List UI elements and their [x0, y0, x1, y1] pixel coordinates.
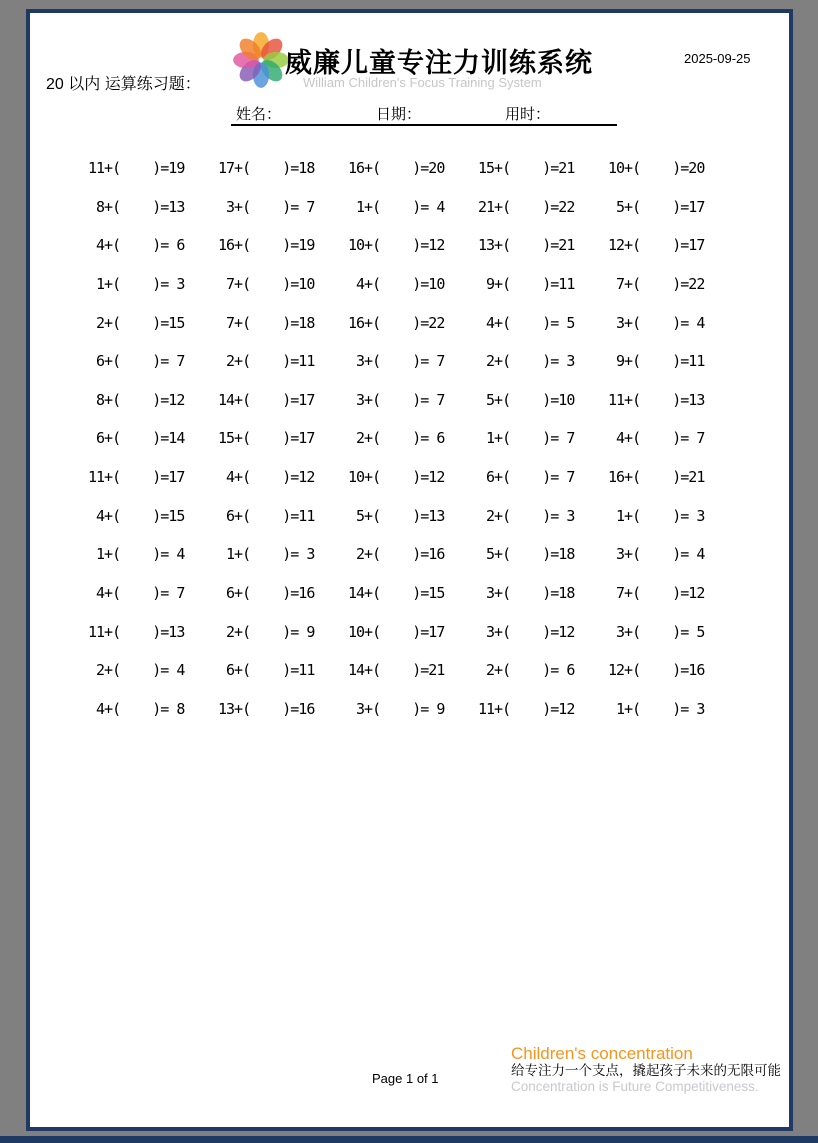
- math-problem: 5+( )=18: [478, 545, 575, 564]
- math-problem: 5+( )=13: [348, 506, 445, 525]
- math-problem: 1+( )= 3: [608, 699, 705, 718]
- math-problem: 11+( )=12: [478, 699, 575, 718]
- math-problem: 6+( )=16: [218, 584, 315, 603]
- math-problem: 21+( )=22: [478, 197, 575, 216]
- math-problem: 2+( )=15: [88, 313, 185, 332]
- math-problem: 7+( )=10: [218, 274, 315, 293]
- math-problem: 7+( )=18: [218, 313, 315, 332]
- math-problem: 5+( )=17: [608, 197, 705, 216]
- worksheet-date: 2025-09-25: [684, 51, 751, 66]
- math-problem: 1+( )= 3: [608, 506, 705, 525]
- app-subtitle: William Children's Focus Training System: [303, 75, 542, 90]
- math-problem: 2+( )= 6: [478, 661, 575, 680]
- math-problem: 1+( )= 4: [348, 197, 445, 216]
- math-problem: 6+( )=11: [218, 661, 315, 680]
- math-problem: 10+( )=12: [348, 236, 445, 255]
- math-problem: 14+( )=15: [348, 584, 445, 603]
- math-problem: 4+( )= 5: [478, 313, 575, 332]
- slogan-chinese: 给专注力一个支点，撬起孩子未来的无限可能: [511, 1063, 781, 1078]
- math-problem: 9+( )=11: [478, 274, 575, 293]
- math-problem: 10+( )=12: [348, 468, 445, 487]
- math-problem: 2+( )=16: [348, 545, 445, 564]
- worksheet-page: [26, 9, 793, 1131]
- math-problem: 15+( )=17: [218, 429, 315, 448]
- math-problem: 6+( )=11: [218, 506, 315, 525]
- worksheet-type-label: 20 以内 运算练习题：: [46, 76, 201, 93]
- math-problem: 14+( )=21: [348, 661, 445, 680]
- math-problem: 16+( )=22: [348, 313, 445, 332]
- math-problem: 17+( )=18: [218, 159, 315, 177]
- math-problem: 6+( )= 7: [478, 468, 575, 487]
- math-problem: 6+( )= 7: [88, 352, 185, 371]
- footer-slogan-block: [511, 1044, 781, 1095]
- math-problem: 12+( )=16: [608, 661, 705, 680]
- math-problem: 5+( )=10: [478, 390, 575, 409]
- math-problem: 8+( )=12: [88, 390, 185, 409]
- math-problem: 1+( )= 4: [88, 545, 185, 564]
- math-problem: 10+( )=17: [348, 622, 445, 641]
- page-number: Page 1 of 1: [372, 1071, 439, 1086]
- math-problem: 2+( )= 3: [478, 352, 575, 371]
- date-field-label: 日期：: [376, 106, 422, 123]
- math-problem: 3+( )= 4: [608, 545, 705, 564]
- window-bottom-edge: [0, 1136, 818, 1143]
- name-field-label: 姓名：: [236, 106, 282, 123]
- math-problem: 2+( )= 9: [218, 622, 315, 641]
- math-problem: 4+( )= 8: [88, 699, 185, 718]
- math-problem: 11+( )=17: [88, 468, 185, 487]
- math-problem: 4+( )=15: [88, 506, 185, 525]
- math-problem: 7+( )=22: [608, 274, 705, 293]
- app-title: 威廉儿童专注力训练系统: [285, 48, 593, 78]
- math-problem: 3+( )= 4: [608, 313, 705, 332]
- math-problem: 14+( )=17: [218, 390, 315, 409]
- math-problem: 3+( )= 5: [608, 622, 705, 641]
- math-problem: 12+( )=17: [608, 236, 705, 255]
- math-problem: 13+( )=16: [218, 699, 315, 718]
- math-problem: 1+( )= 3: [218, 545, 315, 564]
- math-problem: 11+( )=13: [608, 390, 705, 409]
- math-problem: 7+( )=12: [608, 584, 705, 603]
- math-problem: 3+( )= 7: [218, 197, 315, 216]
- math-problem: 2+( )= 4: [88, 661, 185, 680]
- math-problem: 16+( )=20: [348, 159, 445, 177]
- math-problem: 6+( )=14: [88, 429, 185, 448]
- math-problem: 3+( )= 7: [348, 390, 445, 409]
- math-problem: 2+( )= 6: [348, 429, 445, 448]
- math-problem: 3+( )=18: [478, 584, 575, 603]
- math-problem: 11+( )=19: [88, 159, 185, 177]
- math-problem: 4+( )= 7: [88, 584, 185, 603]
- math-problem: 1+( )= 7: [478, 429, 575, 448]
- math-problem: 2+( )= 3: [478, 506, 575, 525]
- math-problem: 8+( )=13: [88, 197, 185, 216]
- slogan-subtext: Concentration is Future Competitiveness.: [511, 1079, 759, 1094]
- problems-grid: [88, 159, 738, 739]
- math-problem: 4+( )=10: [348, 274, 445, 293]
- math-problem: 16+( )=21: [608, 468, 705, 487]
- math-problem: 10+( )=20: [608, 159, 705, 177]
- math-problem: 1+( )= 3: [88, 274, 185, 293]
- slogan-english: Children's concentration: [511, 1044, 693, 1063]
- time-field-label: 用时：: [505, 106, 551, 123]
- math-problem: 2+( )=11: [218, 352, 315, 371]
- math-problem: 3+( )=12: [478, 622, 575, 641]
- math-problem: 4+( )= 6: [88, 236, 185, 255]
- math-problem: 4+( )=12: [218, 468, 315, 487]
- fill-in-underline: [231, 103, 617, 126]
- math-problem: 9+( )=11: [608, 352, 705, 371]
- math-problem: 16+( )=19: [218, 236, 315, 255]
- flower-logo-icon: [232, 31, 290, 89]
- math-problem: 3+( )= 7: [348, 352, 445, 371]
- math-problem: 4+( )= 7: [608, 429, 705, 448]
- math-problem: 3+( )= 9: [348, 699, 445, 718]
- math-problem: 13+( )=21: [478, 236, 575, 255]
- math-problem: 15+( )=21: [478, 159, 575, 177]
- math-problem: 11+( )=13: [88, 622, 185, 641]
